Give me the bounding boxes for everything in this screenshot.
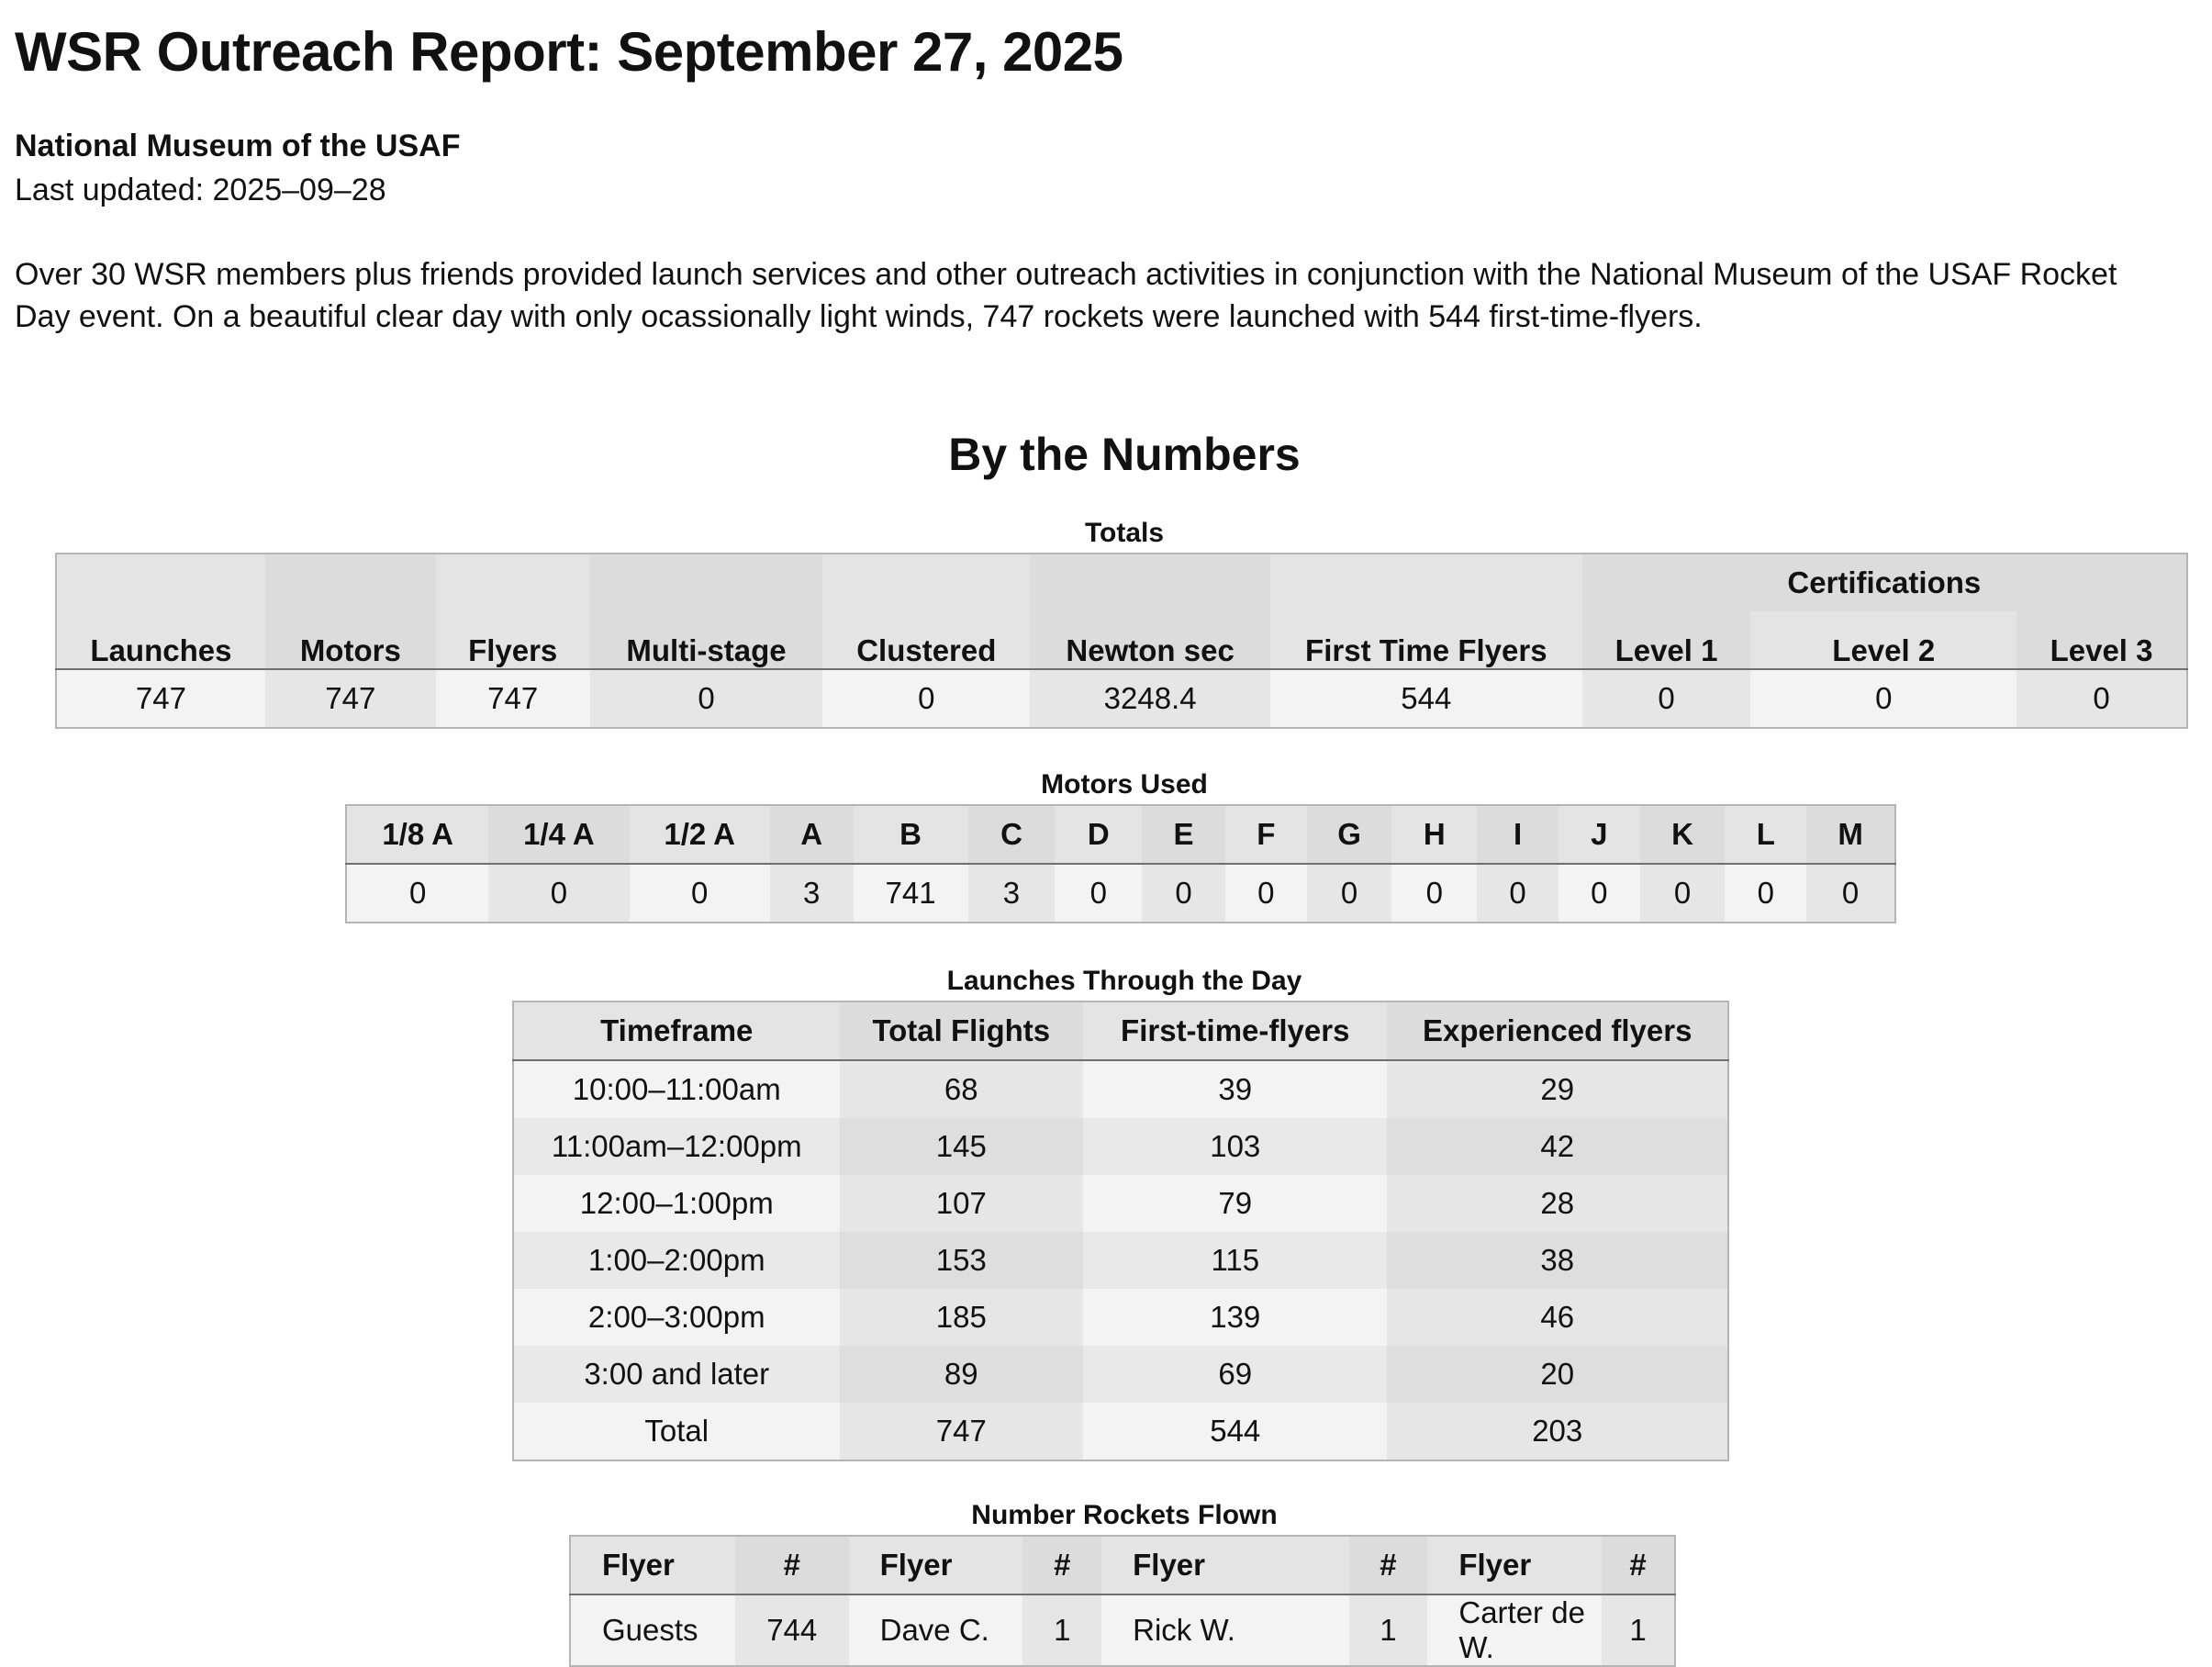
table-cell: 38 bbox=[1387, 1232, 1728, 1289]
table-cell: 747 bbox=[56, 669, 265, 728]
motors-caption: Motors Used bbox=[1041, 769, 1208, 800]
col-header: B bbox=[854, 805, 968, 864]
table-cell: 3 bbox=[968, 864, 1056, 923]
table-row bbox=[513, 1118, 1728, 1175]
col-header: H bbox=[1391, 805, 1477, 864]
table-cell: 10:00–11:00am bbox=[513, 1060, 840, 1118]
venue-name: National Museum of the USAF bbox=[15, 129, 461, 163]
col-header: L bbox=[1725, 805, 1806, 864]
col-header: K bbox=[1640, 805, 1726, 864]
table-cell: 115 bbox=[1083, 1232, 1387, 1289]
col-header: First-time-flyers bbox=[1083, 1001, 1387, 1060]
table-cell: 744 bbox=[735, 1594, 849, 1666]
section-title: By the Numbers bbox=[948, 429, 1301, 480]
table-cell: 28 bbox=[1387, 1175, 1728, 1232]
table-cell: 2:00–3:00pm bbox=[513, 1289, 840, 1346]
table-cell: Total bbox=[513, 1403, 840, 1460]
table-cell: 68 bbox=[840, 1060, 1084, 1118]
table-cell: 145 bbox=[840, 1118, 1084, 1175]
rockets-table bbox=[569, 1535, 1676, 1667]
table-cell: 0 bbox=[590, 669, 823, 728]
page-title: WSR Outreach Report: September 27, 2025 bbox=[15, 21, 1123, 83]
table-cell: 3248.4 bbox=[1030, 669, 1270, 728]
col-header: Launches bbox=[56, 611, 265, 669]
col-header: # bbox=[1022, 1536, 1101, 1594]
table-cell: 203 bbox=[1387, 1403, 1728, 1460]
certifications-header: Certifications bbox=[1582, 554, 2187, 611]
col-header: I bbox=[1477, 805, 1558, 864]
table-cell: 103 bbox=[1083, 1118, 1387, 1175]
totals-header-row bbox=[56, 611, 2187, 669]
table-cell: 69 bbox=[1083, 1346, 1387, 1403]
table-cell: 0 bbox=[1477, 864, 1558, 923]
col-header: Flyer bbox=[570, 1536, 735, 1594]
table-cell: 107 bbox=[840, 1175, 1084, 1232]
table-cell: 0 bbox=[488, 864, 629, 923]
col-header: Flyer bbox=[849, 1536, 1023, 1594]
table-cell: 0 bbox=[1582, 669, 1751, 728]
table-cell: 0 bbox=[1558, 864, 1640, 923]
table-cell: 1 bbox=[1602, 1594, 1675, 1666]
table-row bbox=[56, 669, 2187, 728]
table-cell: 39 bbox=[1083, 1060, 1387, 1118]
launches-table bbox=[512, 1001, 1729, 1461]
col-header: 1/8 A bbox=[346, 805, 488, 864]
col-header: A bbox=[770, 805, 854, 864]
table-cell: 747 bbox=[265, 669, 436, 728]
table-cell: 3:00 and later bbox=[513, 1346, 840, 1403]
table-cell: 46 bbox=[1387, 1289, 1728, 1346]
table-cell: 0 bbox=[1725, 864, 1806, 923]
totals-group-row bbox=[56, 554, 2187, 611]
col-header: Clustered bbox=[822, 611, 1030, 669]
table-cell: Carter de W. bbox=[1427, 1594, 1602, 1666]
col-header: F bbox=[1225, 805, 1307, 864]
col-header: Multi-stage bbox=[590, 611, 823, 669]
table-cell: 1 bbox=[1022, 1594, 1101, 1666]
table-row bbox=[513, 1175, 1728, 1232]
table-cell: 1 bbox=[1349, 1594, 1428, 1666]
table-cell: 42 bbox=[1387, 1118, 1728, 1175]
col-header: # bbox=[1602, 1536, 1675, 1594]
table-row bbox=[570, 1594, 1675, 1666]
table-cell: 747 bbox=[436, 669, 590, 728]
table-cell: 3 bbox=[770, 864, 854, 923]
table-cell: 89 bbox=[840, 1346, 1084, 1403]
table-cell: 0 bbox=[1391, 864, 1477, 923]
table-cell: 0 bbox=[1142, 864, 1225, 923]
col-header: D bbox=[1055, 805, 1142, 864]
motors-table bbox=[345, 804, 1896, 923]
col-header: Flyer bbox=[1101, 1536, 1348, 1594]
table-cell: 0 bbox=[630, 864, 770, 923]
rockets-caption: Number Rockets Flown bbox=[971, 1500, 1278, 1530]
table-cell: 0 bbox=[2016, 669, 2187, 728]
table-cell: 544 bbox=[1270, 669, 1582, 728]
table-cell: 153 bbox=[840, 1232, 1084, 1289]
table-cell: 544 bbox=[1083, 1403, 1387, 1460]
table-cell: 0 bbox=[1055, 864, 1142, 923]
col-header: C bbox=[968, 805, 1056, 864]
rockets-header-row bbox=[570, 1536, 1675, 1594]
last-updated: Last updated: 2025–09–28 bbox=[15, 173, 386, 207]
col-header: Total Flights bbox=[840, 1001, 1084, 1060]
table-row-total bbox=[513, 1403, 1728, 1460]
col-header: 1/4 A bbox=[488, 805, 629, 864]
launches-caption: Launches Through the Day bbox=[946, 966, 1302, 996]
table-cell: 1:00–2:00pm bbox=[513, 1232, 840, 1289]
col-header: Motors bbox=[265, 611, 436, 669]
table-row bbox=[513, 1060, 1728, 1118]
table-cell: 20 bbox=[1387, 1346, 1728, 1403]
col-header: # bbox=[735, 1536, 849, 1594]
col-header: Level 3 bbox=[2016, 611, 2187, 669]
table-cell: 0 bbox=[1307, 864, 1392, 923]
table-cell: 0 bbox=[1750, 669, 2016, 728]
table-cell: 0 bbox=[1640, 864, 1726, 923]
col-header: # bbox=[1349, 1536, 1428, 1594]
motors-header-row bbox=[346, 805, 1895, 864]
table-cell: 79 bbox=[1083, 1175, 1387, 1232]
col-header: J bbox=[1558, 805, 1640, 864]
table-cell: 0 bbox=[1225, 864, 1307, 923]
col-header: G bbox=[1307, 805, 1392, 864]
table-cell: 747 bbox=[840, 1403, 1084, 1460]
table-cell: 11:00am–12:00pm bbox=[513, 1118, 840, 1175]
totals-caption: Totals bbox=[1084, 518, 1165, 548]
table-cell: Rick W. bbox=[1101, 1594, 1348, 1666]
col-header: First Time Flyers bbox=[1270, 611, 1582, 669]
table-cell: 139 bbox=[1083, 1289, 1387, 1346]
table-row bbox=[513, 1289, 1728, 1346]
col-header: Timeframe bbox=[513, 1001, 840, 1060]
table-cell: 12:00–1:00pm bbox=[513, 1175, 840, 1232]
col-header: Level 2 bbox=[1750, 611, 2016, 669]
table-cell: 29 bbox=[1387, 1060, 1728, 1118]
table-cell: Guests bbox=[570, 1594, 735, 1666]
col-header: Experienced flyers bbox=[1387, 1001, 1728, 1060]
col-header: E bbox=[1142, 805, 1225, 864]
col-header: 1/2 A bbox=[630, 805, 770, 864]
totals-table bbox=[55, 553, 2188, 729]
table-row bbox=[513, 1232, 1728, 1289]
table-cell: 0 bbox=[346, 864, 488, 923]
table-cell: 185 bbox=[840, 1289, 1084, 1346]
intro-paragraph: Over 30 WSR members plus friends provided launch services and other outreach activities in conjunction with the National Museum of the USAF Rocket Day event. On a beautiful clear day with only ocassionally light winds, 747 rockets were launched with 544 first-time-flyers. bbox=[15, 257, 2117, 334]
col-header: Flyer bbox=[1427, 1536, 1602, 1594]
col-header: M bbox=[1806, 805, 1895, 864]
launches-header-row bbox=[513, 1001, 1728, 1060]
table-cell: 0 bbox=[822, 669, 1030, 728]
col-header: Newton sec bbox=[1030, 611, 1270, 669]
table-row bbox=[346, 864, 1895, 923]
table-row bbox=[513, 1346, 1728, 1403]
col-header: Level 1 bbox=[1582, 611, 1751, 669]
table-cell: 0 bbox=[1806, 864, 1895, 923]
table-cell: Dave C. bbox=[849, 1594, 1023, 1666]
col-header: Flyers bbox=[436, 611, 590, 669]
table-cell: 741 bbox=[854, 864, 968, 923]
